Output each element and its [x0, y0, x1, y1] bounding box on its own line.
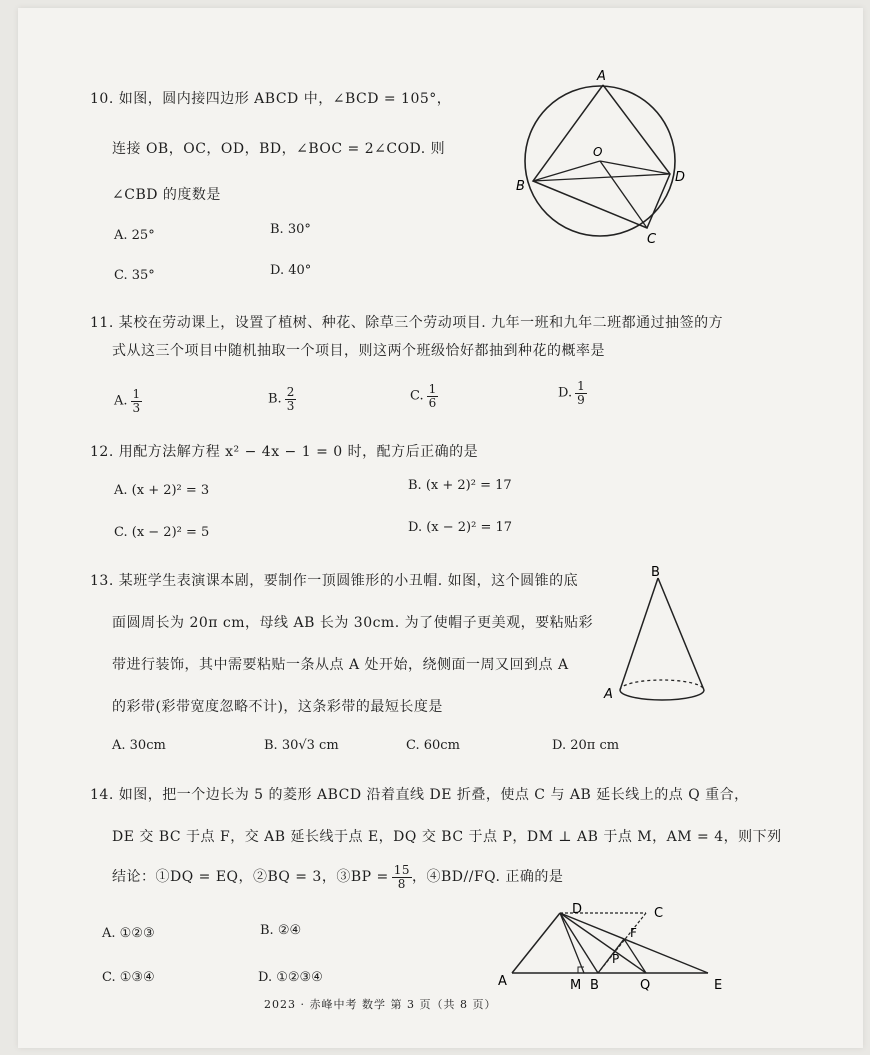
label-q: Q	[640, 978, 651, 993]
denominator: 3	[132, 400, 141, 415]
cone-base-back	[620, 680, 704, 690]
q14-option-d: D. ①②③④	[258, 970, 323, 985]
q13-option-b: B. 30√3 cm	[264, 738, 339, 753]
q13-line-3: 带进行装饰，其中需要粘贴一条从点 A 处开始，绕侧面一周又回到点 A	[112, 657, 569, 673]
q14-conclusions-start: 结论：①DQ = EQ，②BQ = 3，③BP =	[112, 869, 389, 886]
q14-rhombus-figure	[480, 901, 730, 999]
q13-line-2: 面圆周长为 20π cm，母线 AB 长为 30cm. 为了使帽子更美观，要粘贴彩	[112, 615, 594, 631]
q14-option-b: B. ②④	[260, 923, 302, 938]
q10-option-a: A. 25°	[114, 228, 155, 243]
q10-line-1: 10. 如图，圆内接四边形 ABCD 中，∠BCD = 105°，	[90, 91, 452, 107]
q14-option-c: C. ①③④	[102, 970, 155, 985]
q11-option-b-label: B.	[268, 391, 282, 407]
cone-left-generatrix	[620, 578, 658, 690]
label-e: E	[714, 978, 723, 993]
q11-option-a-label: A.	[114, 393, 128, 409]
q13-cone-figure	[596, 564, 736, 714]
label-o: O	[593, 145, 603, 159]
label-b: B	[516, 179, 525, 194]
numerator: 2	[286, 385, 295, 399]
label-a: A	[597, 69, 606, 84]
bp-fraction	[392, 864, 412, 890]
exam-page	[18, 8, 863, 1048]
q11-option-b-fraction	[285, 386, 297, 412]
label-a: A	[604, 687, 613, 702]
q14-conclusions-end: ，④BD//FQ. 正确的是	[412, 869, 564, 886]
q10-circle-figure	[513, 68, 703, 248]
label-d: D	[675, 170, 686, 185]
cone-base-front	[620, 690, 704, 700]
q13-option-a: A. 30cm	[112, 738, 166, 753]
q11-option-d-fraction	[575, 380, 587, 406]
segment-ad	[512, 913, 560, 973]
numerator: 1	[577, 379, 585, 393]
q12-option-c: C. (x − 2)² = 5	[114, 525, 210, 540]
q11-option-a-fraction	[131, 388, 143, 414]
q11-option-c-label: C.	[410, 388, 424, 404]
q13-line-1: 13. 某班学生表演课本剧，要制作一顶圆锥形的小丑帽. 如图，这个圆锥的底	[90, 573, 579, 589]
segment-db	[560, 913, 598, 973]
segment-od	[600, 161, 670, 174]
q11-option-c-fraction	[427, 383, 439, 409]
q11-line-2: 式从这三个项目中随机抽取一个项目，则这两个班级恰好都抽到种花的概率是	[112, 343, 605, 359]
cone-right-generatrix	[658, 578, 704, 690]
denominator: 3	[286, 398, 295, 413]
q12-line-1: 12. 用配方法解方程 x² − 4x − 1 = 0 时，配方后正确的是	[90, 444, 479, 460]
q13-option-c: C. 60cm	[406, 738, 460, 753]
label-a: A	[498, 974, 507, 989]
q12-option-a: A. (x + 2)² = 3	[114, 483, 210, 498]
q10-option-c: C. 35°	[114, 268, 155, 283]
numerator: 15	[393, 863, 411, 877]
label-b: B	[590, 978, 599, 993]
label-c: C	[647, 232, 657, 247]
q11-option-a	[114, 388, 142, 414]
q12-option-b: B. (x + 2)² = 17	[408, 478, 512, 493]
label-p: P	[612, 952, 620, 966]
q11-option-d-label: D.	[558, 385, 573, 401]
segment-fb	[598, 939, 624, 973]
denominator: 6	[428, 395, 437, 410]
q11-option-c	[410, 383, 438, 409]
label-m: M	[570, 978, 582, 993]
label-d: D	[572, 902, 583, 917]
numerator: 1	[132, 387, 141, 401]
q13-line-4: 的彩带(彩带宽度忽略不计)，这条彩带的最短长度是	[112, 699, 443, 715]
label-b: B	[651, 565, 660, 580]
q13-option-d: D. 20π cm	[552, 738, 620, 753]
q12-option-d: D. (x − 2)² = 17	[408, 520, 513, 535]
q11-option-d	[558, 380, 587, 406]
denominator: 9	[577, 392, 585, 407]
q14-option-a: A. ①②③	[102, 926, 155, 941]
q10-line-3: ∠CBD 的度数是	[112, 187, 221, 203]
label-f: F	[630, 926, 637, 940]
numerator: 1	[428, 382, 437, 396]
q10-line-2: 连接 OB，OC，OD，BD，∠BOC = 2∠COD. 则	[112, 141, 446, 157]
q11-line-1: 11. 某校在劳动课上，设置了植树、种花、除草三个劳动项目. 九年一班和九年二班都通过抽签的方	[90, 315, 724, 331]
q14-line-3	[112, 864, 563, 890]
q14-line-1: 14. 如图，把一个边长为 5 的菱形 ABCD 沿着直线 DE 折叠，使点 C 与 AB 延长线上的点 Q 重合，	[90, 787, 749, 803]
q14-line-2: DE 交 BC 于点 F，交 AB 延长线于点 E，DQ 交 BC 于点 P，DM ⊥ AB 于点 M，AM = 4，则下列	[112, 829, 782, 845]
q11-option-b	[268, 386, 296, 412]
label-c: C	[654, 906, 664, 921]
q10-option-d: D. 40°	[270, 263, 312, 278]
denominator: 8	[397, 876, 406, 891]
q10-option-b: B. 30°	[270, 222, 311, 237]
page-footer: 2023 · 赤峰中考 数学 第 3 页（共 8 页）	[264, 998, 497, 1011]
